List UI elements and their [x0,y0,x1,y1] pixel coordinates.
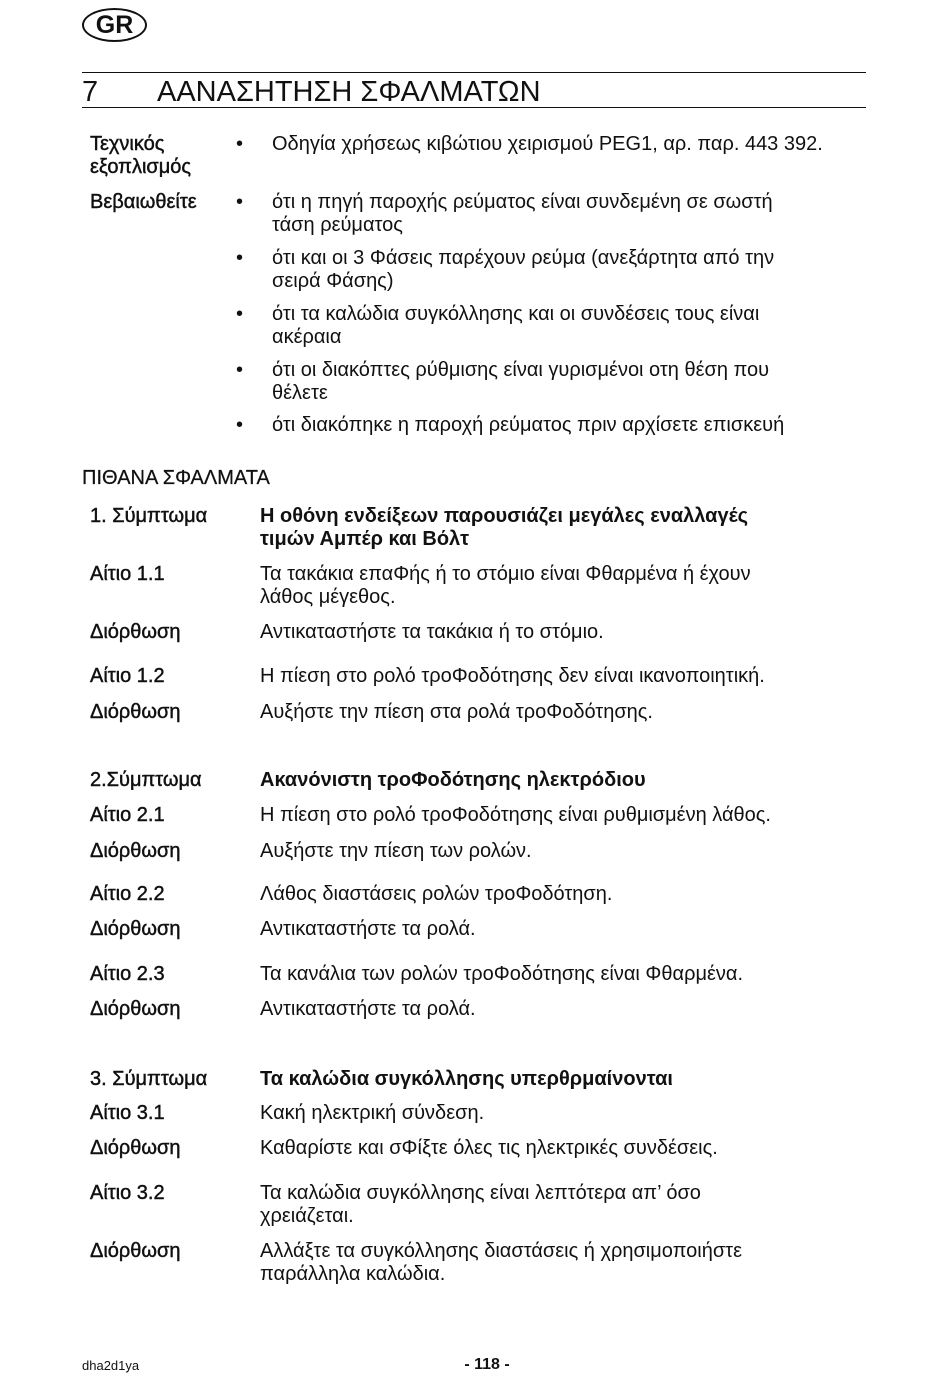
bullet-icon [236,133,243,156]
cause-text: Λάθος διαστάσεις ρολών τροΦοδότηση. [260,883,613,905]
fix-text: Αντικαταστήστε τα ρολά. [260,918,476,940]
cause-text: Η πίεση στο ρολό τροΦοδότησης είναι ρυθμισμένη λάθος. [260,804,771,826]
prereq-item: ότι οι διακόπτες ρύθμισης είναι γυρισμένοι οτη θέση που θέλετε [272,359,770,404]
bullet-icon [236,359,243,382]
fix-label: Διόρθωση [90,998,181,1020]
cause-label: Αίτιο 2.1 [90,804,165,826]
fix-label: Διόρθωση [90,840,181,862]
symptom-label: 2.Σύμπτωμα [90,769,202,791]
prereq-label-check: Βεβαιωθείτε [90,191,197,213]
cause-text: Η πίεση στο ρολό τροΦοδότησης δεν είναι ικανοποιητική. [260,665,765,687]
fix-label: Διόρθωση [90,1240,181,1262]
chapter-title: ΑΑΝΑΣΗΤΗΣΗ ΣΦΑΛΜΑΤΩΝ [157,76,541,108]
bullet-icon [236,303,243,326]
symptom-text: Ακανόνιστη τροΦοδότησης ηλεκτρόδιου [260,769,646,791]
chapter-number: 7 [82,76,99,108]
fix-text: Αντικαταστήστε τα τακάκια ή το στόμιο. [260,621,604,643]
document-code: dha2d1ya [82,1358,140,1373]
cause-label: Αίτιο 2.3 [90,963,165,985]
cause-text: Κακή ηλεκτρική σύνδεση. [260,1102,485,1124]
fix-text: Αυξήστε την πίεση στα ρολά τροΦοδότησης. [260,701,653,723]
cause-label: Αίτιο 1.1 [90,563,165,585]
faults-heading: ΠΙΘΑΝΑ ΣΦΑΛΜΑΤΑ [82,467,270,489]
prereq-item: ότι και οι 3 Φάσεις παρέχουν ρεύμα (ανεξάρτητα από την σειρά Φάσης) [272,247,775,292]
symptom-text: Η οθόνη ενδείξεων παρουσιάζει μεγάλες εναλλαγές τιμών Αμπέρ και Βόλτ [260,505,749,550]
symptom-text: Τα καλώδια συγκόλλησης υπερθρμαίνονται [260,1068,673,1090]
prereq-item: ότι τα καλώδια συγκόλλησης και οι συνδέσεις τους είναι ακέραια [272,303,760,348]
heading-rule-bottom [82,107,866,108]
cause-label: Αίτιο 1.2 [90,665,165,687]
cause-label: Αίτιο 2.2 [90,883,165,905]
fix-label: Διόρθωση [90,701,181,723]
page-number: - 118 - [464,1356,510,1373]
cause-text: Τα καλώδια συγκόλλησης είναι λεπτότερα απ’ όσο χρειάζεται. [260,1182,701,1227]
fix-label: Διόρθωση [90,1137,181,1159]
fix-label: Διόρθωση [90,621,181,643]
fix-text: Αντικαταστήστε τα ρολά. [260,998,476,1020]
fix-text: Αλλάξτε τα συγκόλλησης διαστάσεις ή χρησιμοποιήστε παράλληλα καλώδια. [260,1240,742,1285]
bullet-icon [236,247,243,270]
fix-label: Διόρθωση [90,918,181,940]
bullet-icon [236,414,243,437]
language-badge: GR [82,8,147,42]
symptom-label: 1. Σύμπτωμα [90,505,208,527]
symptom-label: 3. Σύμπτωμα [90,1068,208,1090]
fix-text: Καθαρίστε και σΦίξτε όλες τις ηλεκτρικές συνδέσεις. [260,1137,718,1159]
fix-text: Αυξήστε την πίεση των ρολών. [260,840,532,862]
prereq-item: ότι η πηγή παροχής ρεύματος είναι συνδεμένη σε σωστή τάση ρεύματος [272,191,773,236]
cause-text: Τα κανάλια των ρολών τροΦοδότησης είναι Φθαρμένα. [260,963,743,985]
bullet-icon [236,191,243,214]
prereq-item: ότι διακόπηκε η παροχή ρεύματος πριν αρχίσετε επισκευή [272,414,785,436]
cause-text: Τα τακάκια επαΦής ή το στόμιο είναι Φθαρμένα ή έχουν λάθος μέγεθος. [260,563,751,608]
prereq-label-equipment: Τεχνικός εξοπλισμός [90,133,192,178]
prereq-item: Οδηγία χρήσεως κιβώτιου χειρισμού PEG1, αρ. παρ. 443 392. [272,133,823,155]
heading-rule-top [82,72,866,73]
cause-label: Αίτιο 3.1 [90,1102,165,1124]
cause-label: Αίτιο 3.2 [90,1182,165,1204]
